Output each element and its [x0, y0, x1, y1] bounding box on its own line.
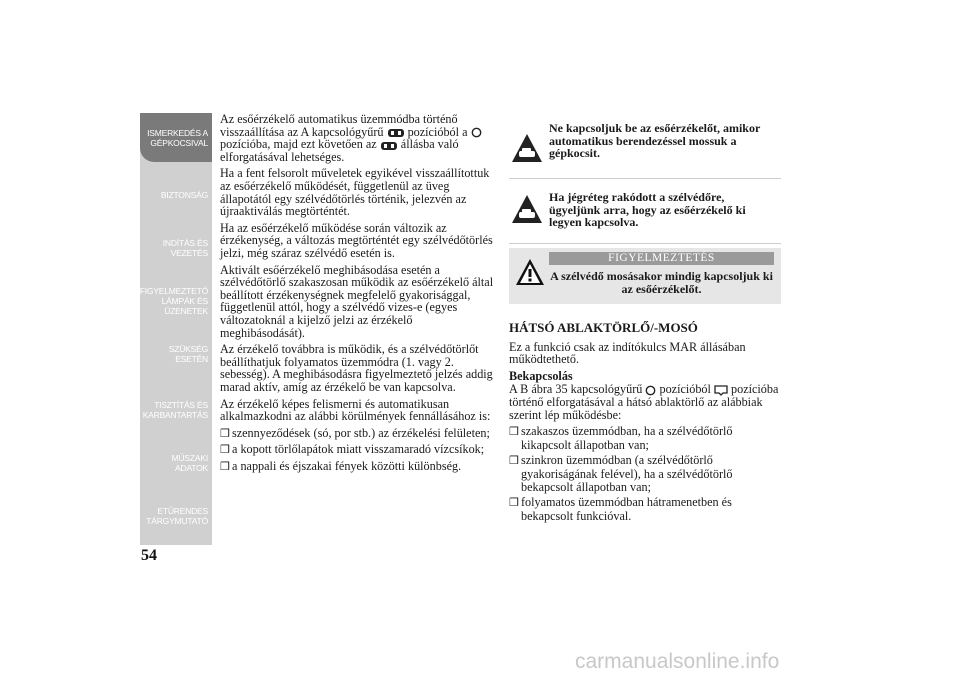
list-item: ❒ a nappali és éjszakai fények közötti különbség.: [220, 460, 495, 474]
p1-text-c: pozícióba, majd ezt követően az: [220, 137, 377, 152]
list-item: ❒ szinkron üzemmódban (a szélvédőtörlő gyakoriságának felével), ha a szélvédőtörlő bekapcsolt állapotban van;: [509, 454, 784, 493]
section-heading: HÁTSÓ ABLAKTÖRLŐ/-MOSÓ: [509, 320, 698, 335]
paragraph-5: Az érzékelő továbbra is működik, és a szélvédőtörlőt beállíthatjuk folyamatos üzemmódra (1. vagy 2. sebesség). A meghibásodásra figyelmeztető jelzés addig marad aktív, amíg az érzékelő be van kapcsolva.: [220, 342, 493, 394]
p2-text-c: pozícióba történő elforgatásával a hátsó ablaktörlő az alábbiak szerint lép működésbe:: [509, 382, 779, 422]
paragraph-r2: [509, 383, 784, 421]
paragraph-1: [220, 113, 495, 163]
sidebar-item-label: BIZTONSÁG: [160, 189, 208, 200]
p1-text-b: pozícióból a: [407, 124, 468, 139]
sidebar-item-muszaki[interactable]: [140, 438, 212, 487]
list-item: ❒ a kopott törlőlapátok miatt visszamaradó vízcsíkok;: [220, 443, 495, 457]
watermark: carmanualsonline.info: [575, 650, 780, 673]
p1-text-a: Az esőérzékelő automatikus üzemmódba történő visszaállítása az A kapcsológyűrű: [220, 112, 458, 139]
warning-header: FIGYELMEZTETÉS: [549, 252, 774, 265]
auto-mode-icon: [380, 141, 398, 151]
sidebar-item-targymutato[interactable]: [140, 491, 212, 540]
left-column: [220, 113, 495, 477]
warning-triangle-icon: [515, 258, 545, 286]
paragraph-6: Az érzékelő képes felismerni és automatikusan alkalmazkodni az alábbi körülmények fennállásához is:: [220, 396, 491, 424]
paragraph-r1: Ez a funkció csak az indítókulcs MAR állásában működtethető.: [509, 339, 746, 367]
right-column: [509, 322, 784, 525]
sidebar-item-szukseg[interactable]: [140, 329, 212, 378]
page-number: 54: [141, 547, 157, 564]
sidebar-item-label: MŰSZAKI ADATOK: [171, 452, 208, 473]
sidebar-item-label: TISZTÍTÁS ÉS KARBANTARTÁS: [142, 399, 208, 420]
p2-text-a: A B ábra 35 kapcsológyűrű: [509, 382, 643, 397]
car-ice-icon: [511, 193, 543, 225]
list-item: ❒ szakaszos üzemmódban, ha a szélvédőtörlő kikapcsolt állapotban van;: [509, 425, 784, 451]
sidebar-item-label: ETŰRENDES TÁRGYMUTATÓ: [146, 505, 208, 526]
car-wash-icon: [511, 132, 543, 164]
paragraph-3: Ha az esőérzékelő működése során változik az érzékenység, a változás megtörténtét egy szélvédőtörlés jelzi, még száraz szélvédő esetén is.: [220, 220, 493, 261]
off-position-icon: [471, 127, 482, 138]
list-item: ❒ folyamatos üzemmódban hátramenetben és bekapcsolt funkcióval.: [509, 496, 784, 522]
sidebar-item-label: ISMERKEDÉS A GÉPKOCSIVAL: [147, 127, 208, 148]
auto-mode-icon: [387, 128, 405, 138]
note-text: Ha jégréteg rakódott a szélvédőre, ügyeljünk arra, hogy az esőérzékelő ki legyen kapcsolva.: [549, 190, 746, 229]
sidebar-item-figyelmezteto[interactable]: [140, 276, 212, 325]
sidebar-item-label: FIGYELMEZTETŐ LÁMPÁK ÉS ÜZENETEK: [139, 285, 208, 316]
sidebar-item-tisztitas[interactable]: [140, 385, 212, 434]
p1-text-d: állásba való elforgatásával lehetséges.: [220, 137, 459, 164]
note-text: Ne kapcsoljuk be az esőérzékelőt, amikor automatikus berendezéssel mossuk a gépkocsit.: [549, 121, 761, 160]
sidebar-item-inditas[interactable]: [140, 223, 212, 272]
warning-text: A szélvédő mosásakor mindig kapcsoljuk ki az esőérzékelőt.: [550, 269, 773, 296]
sidebar-item-label: INDÍTÁS ÉS VEZETÉS: [162, 237, 208, 258]
list-item: ❒ szennyeződések (só, por stb.) az érzékelési felületen;: [220, 427, 495, 441]
sidebar-item-label: SZÜKSÉG ESETÉN: [168, 343, 208, 364]
paragraph-4: Aktivált esőérzékelő meghibásodása esetén a szélvédőtörlő szakaszosan működik az esőérzékelő által beállított érzékenységnek megfelelő gyakorisággal, függetlenül attól, hogy a szélvédő vizes-e (egyes változatoknál a kijelző jelzi az érzékelő meghibásodását).: [220, 262, 494, 340]
paragraph-2: Ha a fent felsorolt műveletek egyikével visszaállítottuk az esőérzékelő működését, függetlenül az üveg állapotától egy szélvédőtörlés történik, jelezvén az újraaktiválás megtörténtét.: [220, 166, 490, 219]
sidebar-item-biztonsag[interactable]: [140, 170, 212, 219]
chapter-sidebar: [140, 113, 212, 545]
subheading: Bekapcsolás: [509, 368, 573, 383]
note-box-car-wash: [509, 118, 781, 179]
sidebar-item-ismerkedes[interactable]: [140, 113, 212, 162]
p2-text-b: pozícióból: [659, 382, 711, 397]
warning-box: [509, 248, 781, 304]
note-box-ice: [509, 187, 781, 244]
